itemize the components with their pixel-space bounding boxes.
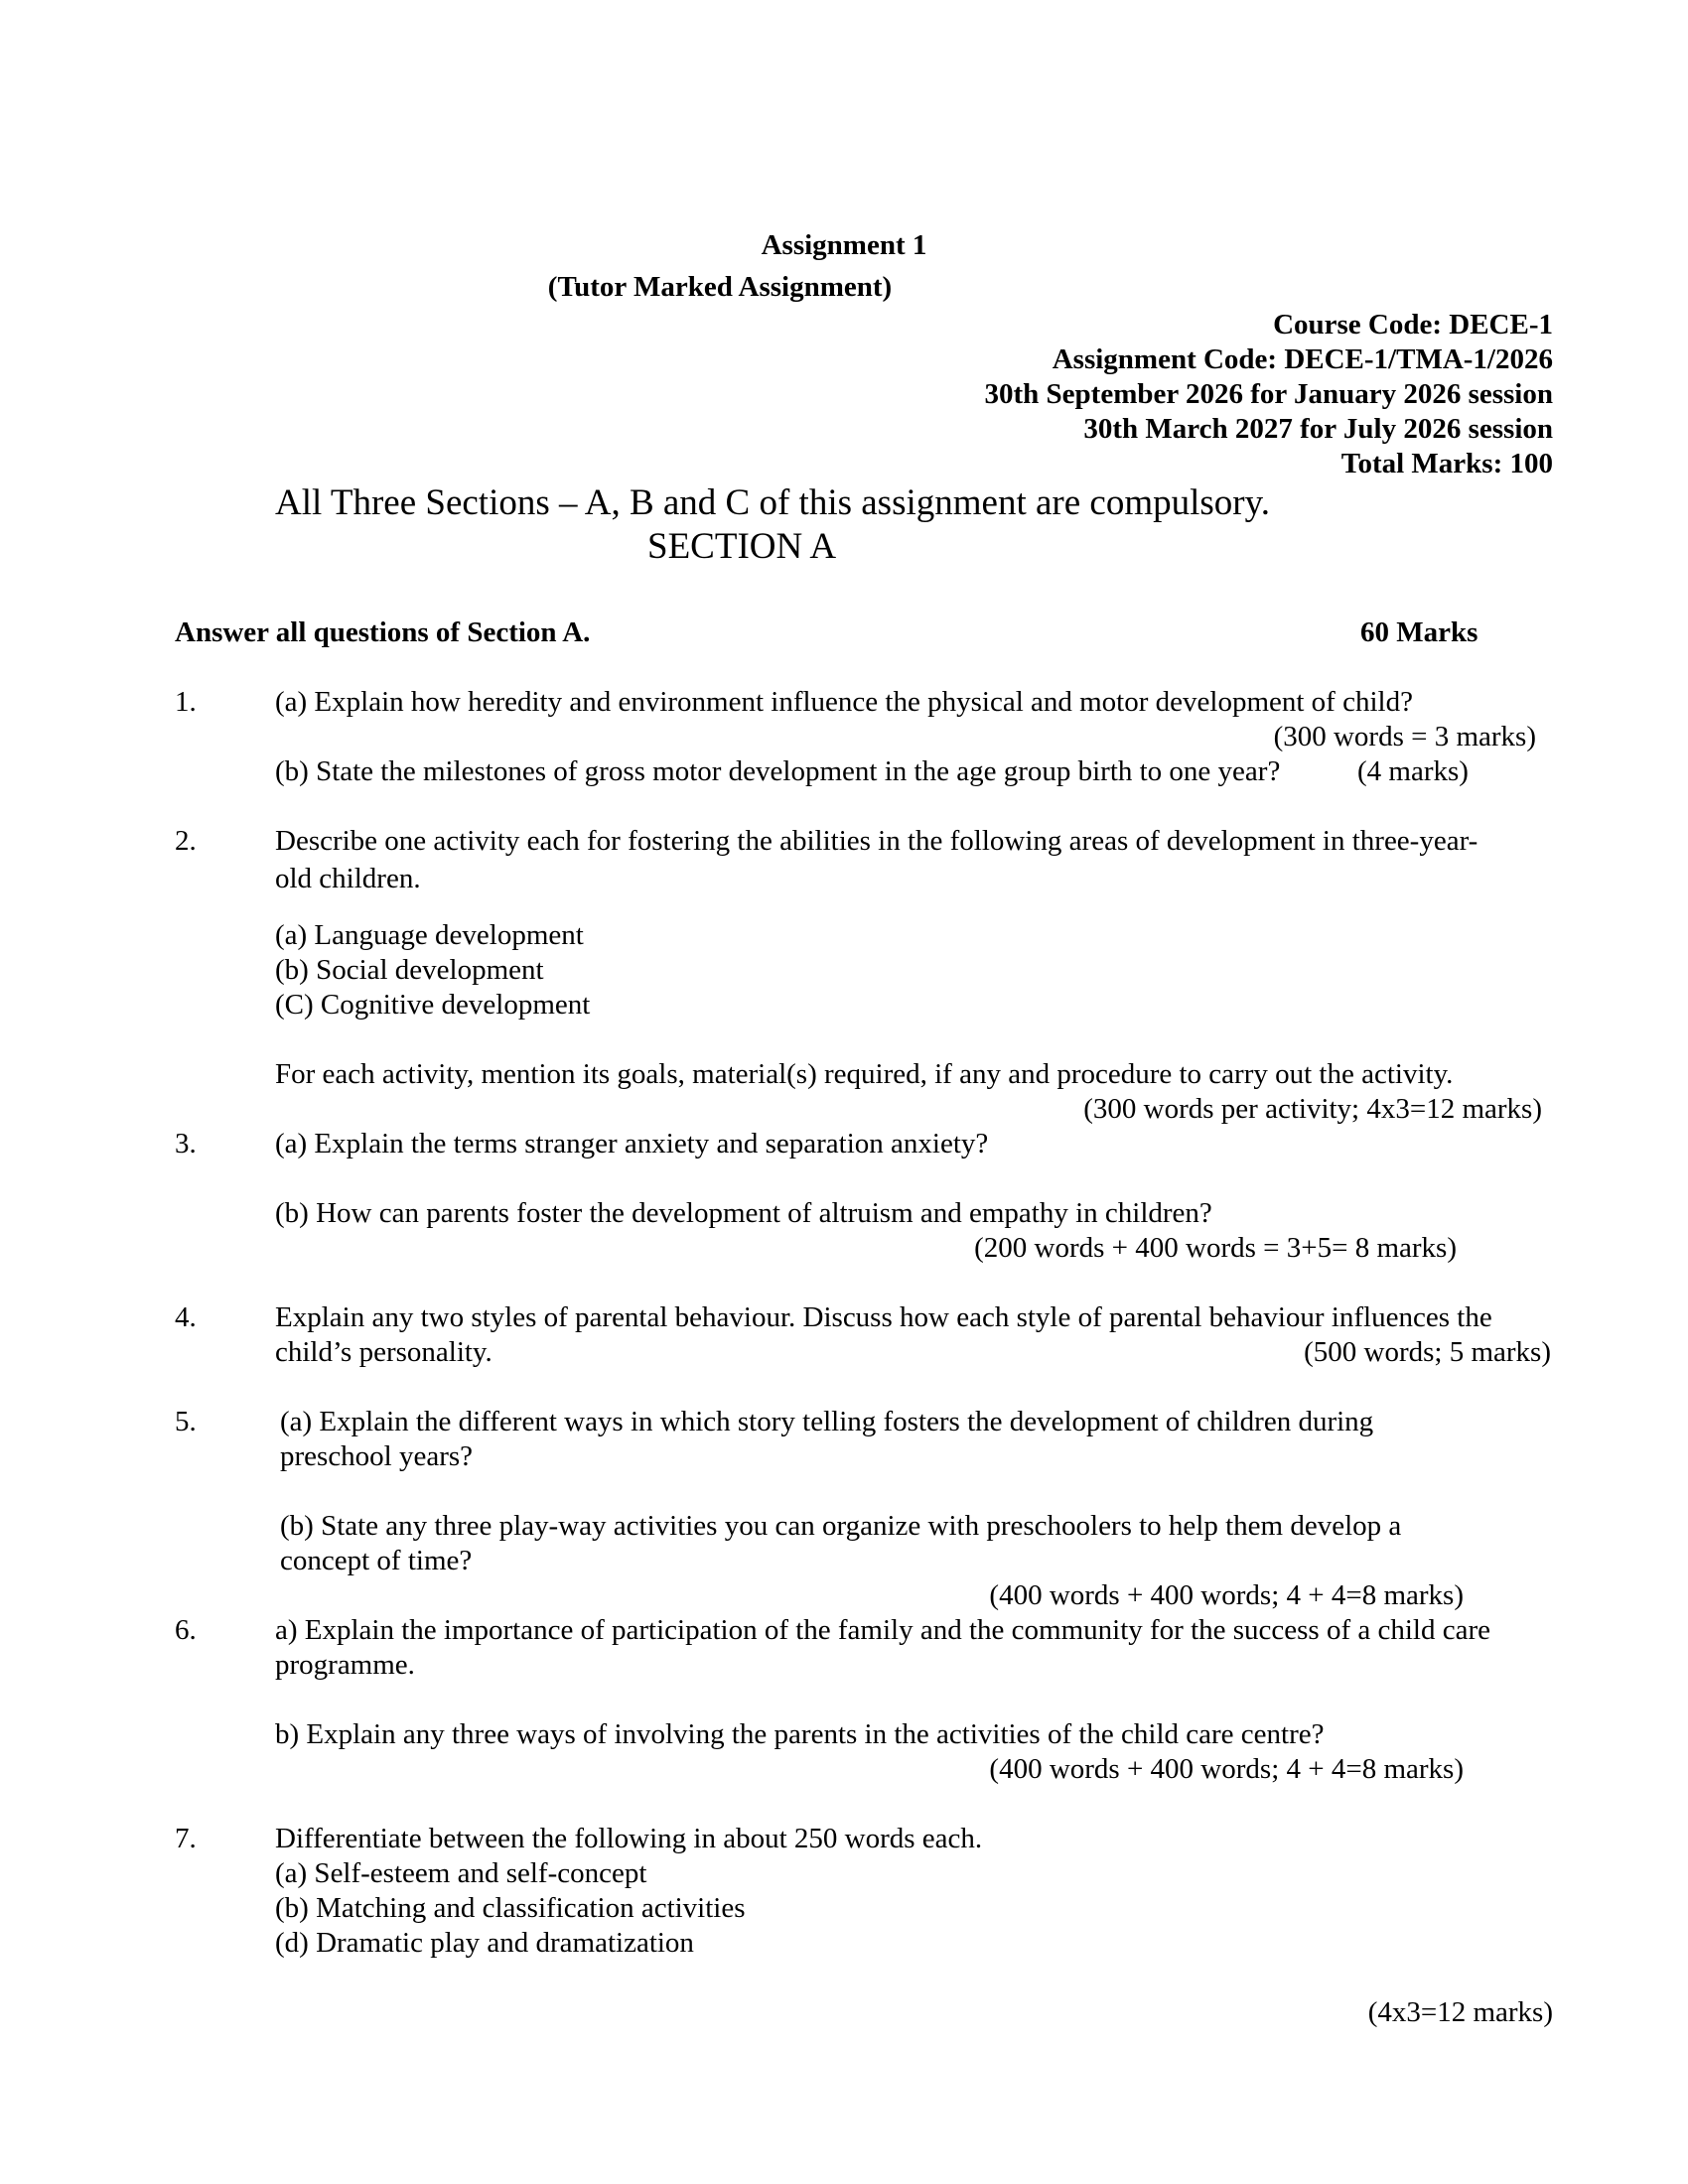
question-number: 5. [175,1406,197,1437]
assignment-code: Assignment Code: DECE-1/TMA-1/2026 [1052,343,1553,375]
list-item: (C) Cognitive development [275,989,591,1021]
question-text: (a) Explain the different ways in which story telling fosters the development of children during [280,1406,1374,1437]
question-text: a) Explain the importance of participation of the family and the community for the success of a child care [275,1614,1491,1646]
question-marks: (200 words + 400 words = 3+5= 8 marks) [974,1232,1457,1264]
section-title: SECTION A [647,526,837,567]
deadline-july: 30th March 2027 for July 2026 session [1083,413,1553,445]
list-item: (d) Dramatic play and dramatization [275,1927,694,1959]
deadline-january: 30th September 2026 for January 2026 session [984,378,1553,410]
total-marks: Total Marks: 100 [1340,448,1553,479]
question-text: (a) Explain the terms stranger anxiety and separation anxiety? [275,1128,989,1160]
question-text: Describe one activity each for fostering the abilities in the following areas of development in three-year- [275,825,1478,857]
assignment-subtitle: (Tutor Marked Assignment) [547,271,893,303]
section-marks: 60 Marks [1360,616,1478,648]
question-number: 7. [175,1823,197,1854]
question-number: 6. [175,1614,197,1646]
question-text: child’s personality. [275,1336,492,1368]
question-text: Explain any two styles of parental behaviour. Discuss how each style of parental behaviour influences the [275,1301,1492,1333]
section-instruction: Answer all questions of Section A. [175,616,591,648]
question-number: 1. [175,686,197,718]
question-marks: (4 marks) [1357,755,1469,787]
question-text: (b) How can parents foster the development of altruism and empathy in children? [275,1197,1212,1229]
question-text: (a) Explain how heredity and environment influence the physical and motor development of child? [275,686,1413,718]
question-text: b) Explain any three ways of involving the parents in the activities of the child care centre? [275,1718,1325,1750]
question-text: (b) State the milestones of gross motor development in the age group birth to one year? [275,755,1281,787]
course-code: Course Code: DECE-1 [1273,309,1553,341]
question-marks: (4x3=12 marks) [1367,1996,1553,2028]
question-text: concept of time? [280,1545,473,1576]
question-text: preschool years? [280,1440,474,1472]
question-number: 2. [175,825,197,857]
question-text: programme. [275,1649,415,1681]
question-text: old children. [275,863,421,894]
question-number: 3. [175,1128,197,1160]
question-text: (b) State any three play-way activities you can organize with preschoolers to help them develop a [280,1510,1402,1542]
question-marks: (500 words; 5 marks) [1304,1336,1551,1368]
question-number: 4. [175,1301,197,1333]
question-marks: (400 words + 400 words; 4 + 4=8 marks) [989,1753,1464,1785]
question-marks: (400 words + 400 words; 4 + 4=8 marks) [989,1579,1464,1611]
question-marks: (300 words = 3 marks) [1273,721,1536,752]
question-text: Differentiate between the following in about 250 words each. [275,1823,983,1854]
list-item: (a) Language development [275,919,584,951]
question-note: For each activity, mention its goals, material(s) required, if any and procedure to carry out the activity. [275,1058,1454,1090]
list-item: (a) Self-esteem and self-concept [275,1857,647,1889]
assignment-title: Assignment 1 [761,229,927,261]
list-item: (b) Social development [275,954,544,986]
list-item: (b) Matching and classification activities [275,1892,746,1924]
question-marks: (300 words per activity; 4x3=12 marks) [1083,1093,1542,1125]
compulsory-instruction: All Three Sections – A, B and C of this assignment are compulsory. [275,482,1270,523]
